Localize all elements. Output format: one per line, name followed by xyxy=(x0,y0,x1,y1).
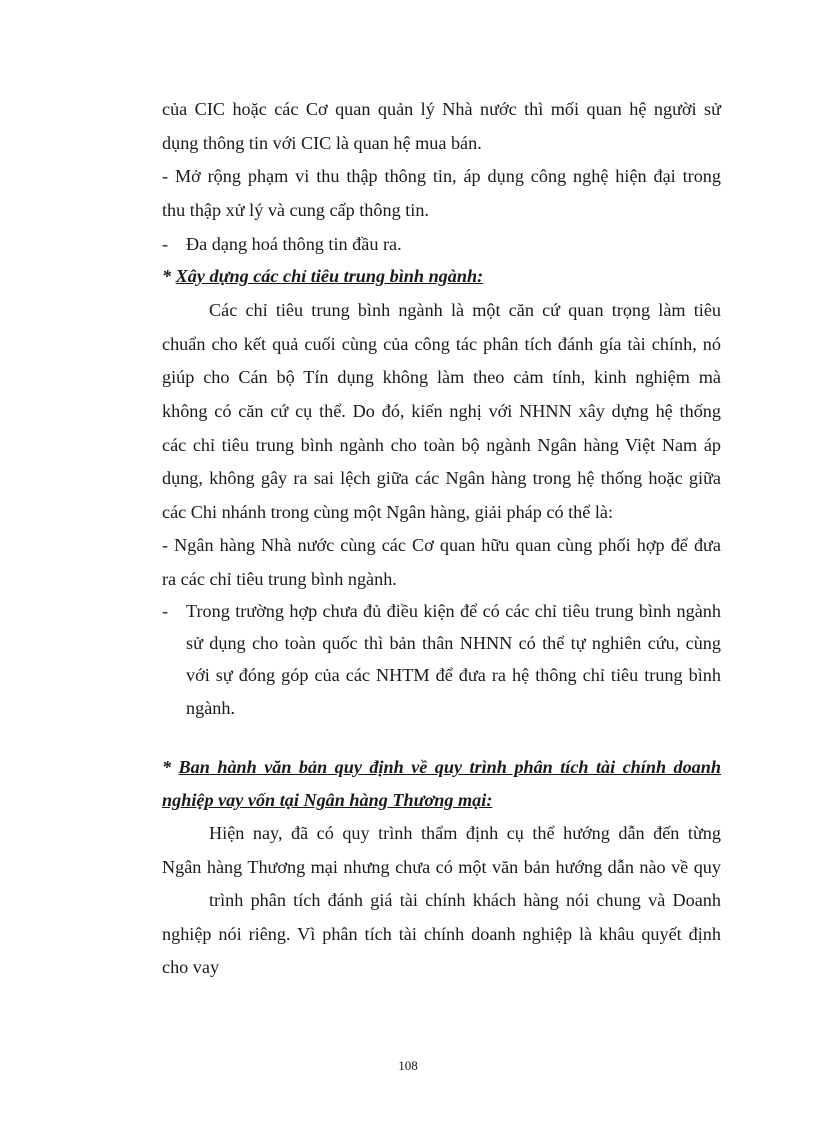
text-line: của CIC hoặc các Cơ quan quản lý Nhà nước thì mối quan hệ người sử xyxy=(162,99,721,119)
paragraph-line: chuẩn cho kết quả cuối cùng của công tác phân tích đánh gía tài chính, nó xyxy=(162,334,721,354)
paragraph-line: dụng, không gây ra sai lệch giữa các Ngân hàng trong hệ thống hoặc giữa xyxy=(162,468,721,488)
heading-star: * xyxy=(162,266,176,286)
text-line: dụng thông tin với CIC là quan hệ mua bán. xyxy=(162,133,482,153)
section-heading-cont xyxy=(162,790,721,810)
paragraph-line: trình phân tích đánh giá tài chính khách hàng nói chung và Doanh xyxy=(209,890,721,910)
paragraph-line: ra các chỉ tiêu trung bình ngành. xyxy=(162,569,397,589)
text-line: - Mở rộng phạm vi thu thập thông tin, áp dụng công nghệ hiện đại trong xyxy=(162,166,721,186)
paragraph-line: các chỉ tiêu trung bình ngành cho toàn bộ ngành Ngân hàng Việt Nam áp xyxy=(162,435,721,455)
bullet-dash: - xyxy=(162,601,169,621)
bullet-line: sử dụng cho toàn quốc thì bản thân NHNN có thể tự nghiên cứu, cùng xyxy=(186,633,721,653)
text-line: thu thập xử lý và cung cấp thông tin. xyxy=(162,200,429,220)
paragraph-line: Các chỉ tiêu trung bình ngành là một căn cứ quan trọng làm tiêu xyxy=(209,300,721,320)
page-number: 108 xyxy=(398,1058,418,1073)
paragraph-line: Ngân hàng Thương mại nhưng chưa có một văn bản hướng dẫn nào về quy xyxy=(162,857,721,877)
paragraph-line: nghiệp nói riêng. Vì phân tích tài chính doanh nghiệp là khâu quyết định xyxy=(162,924,721,944)
section-heading xyxy=(162,757,721,777)
heading-title-line: Ban hành văn bản quy định về quy trình phân tích tài chính doanh xyxy=(178,757,722,777)
paragraph-line: Hiện nay, đã có quy trình thẩm định cụ thể hướng dẫn đến từng xyxy=(209,823,721,843)
bullet-line: ngành. xyxy=(186,698,235,718)
bullet-line: Trong trường hợp chưa đủ điều kiện để có các chỉ tiêu trung bình ngành xyxy=(186,601,721,621)
paragraph-line: giúp cho Cán bộ Tín dụng không làm theo cảm tính, kinh nghiệm mà xyxy=(162,367,721,387)
section-heading xyxy=(162,266,721,286)
paragraph-line: - Ngân hàng Nhà nước cùng các Cơ quan hữu quan cùng phối hợp để đưa xyxy=(162,535,721,555)
paragraph-line: cho vay xyxy=(162,957,220,977)
heading-title: Xây dựng các chỉ tiêu trung bình ngành: xyxy=(175,266,484,286)
heading-title-line: nghiệp vay vốn tại Ngân hàng Thương mại: xyxy=(162,790,493,810)
bullet-dash: - xyxy=(162,234,169,254)
heading-star: * xyxy=(162,757,179,777)
paragraph-line: các Chi nhánh trong cùng một Ngân hàng, giải pháp có thể là: xyxy=(162,502,614,522)
paragraph-line: không có căn cứ cụ thể. Do đó, kiến nghị với NHNN xây dựng hệ thống xyxy=(162,401,721,421)
bullet-line: với sự đóng góp của các NHTM để đưa ra hệ thông chỉ tiêu trung bình xyxy=(186,665,721,685)
text-line: Đa dạng hoá thông tin đầu ra. xyxy=(186,234,402,254)
